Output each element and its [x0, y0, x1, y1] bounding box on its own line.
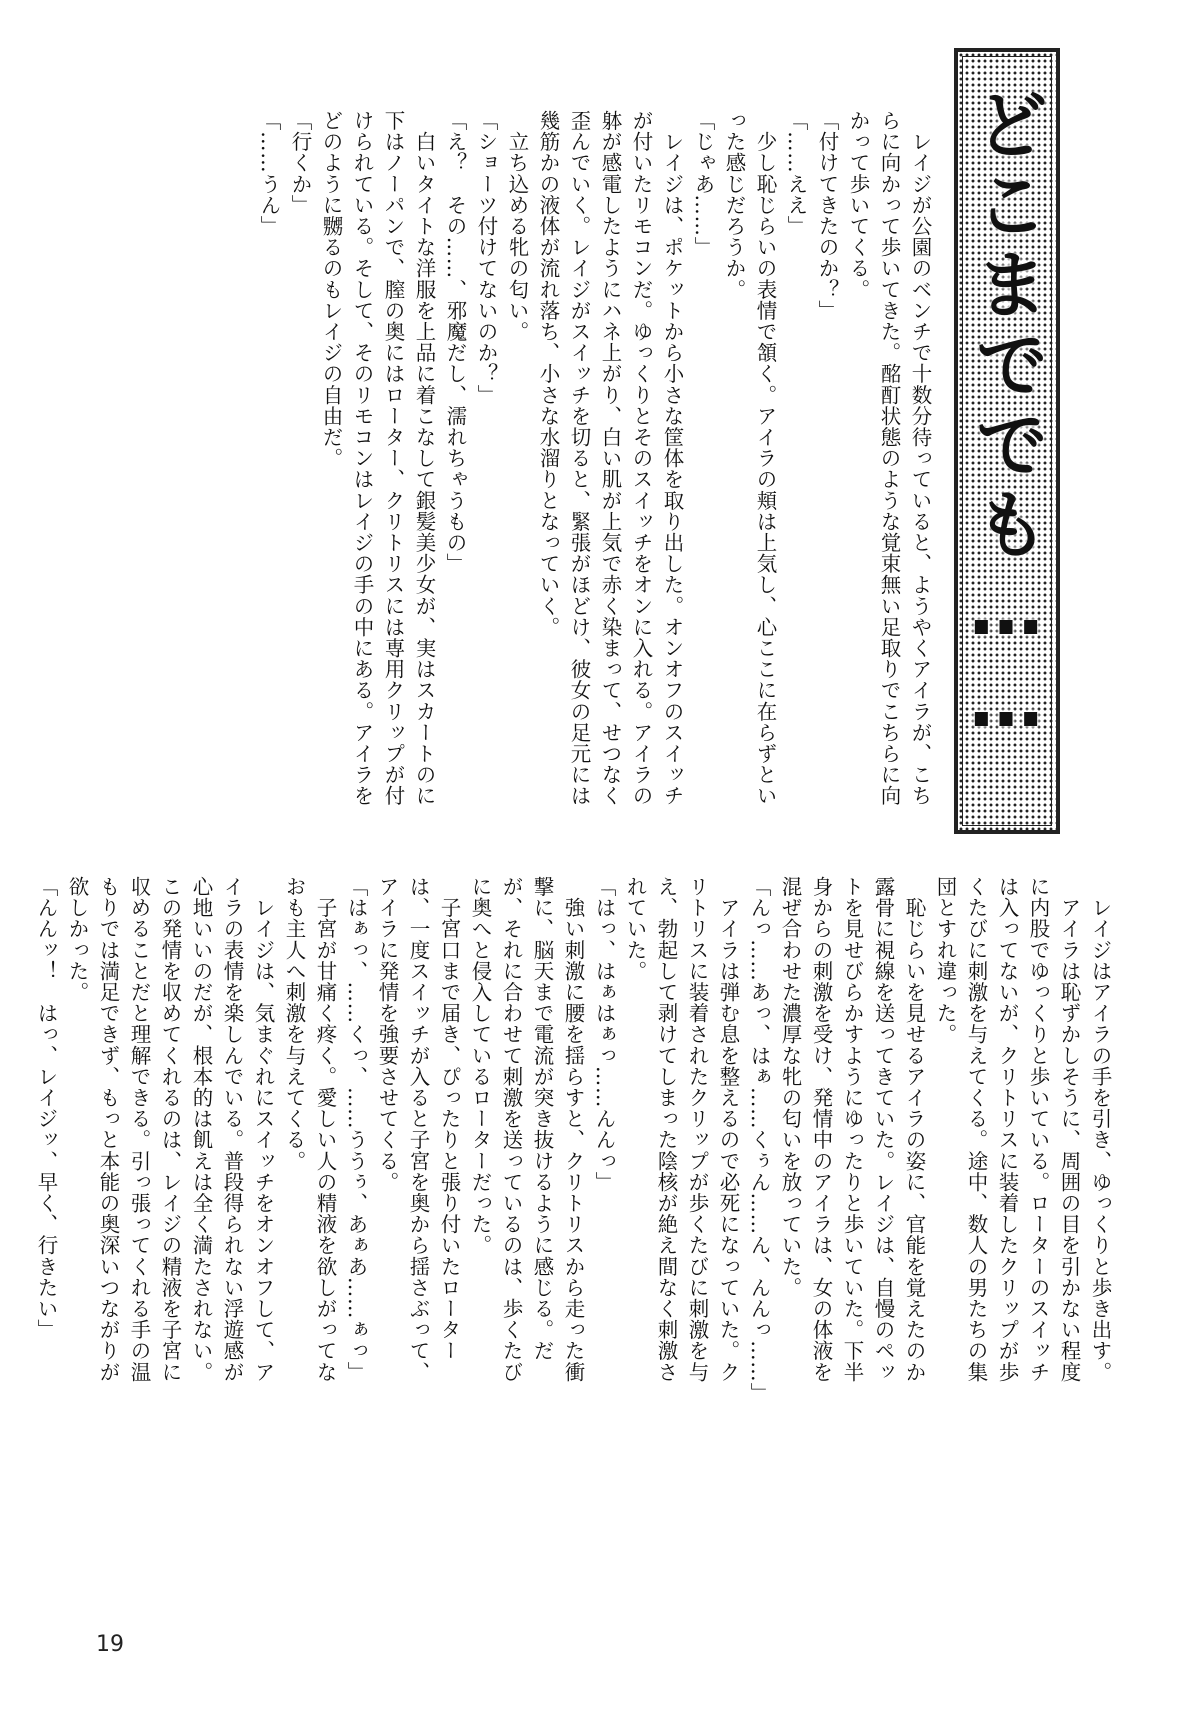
paragraph: 「ショーツ付けてないのか？」 [474, 110, 498, 406]
paragraph: 少し恥じらいの表情で頷く。アイラの頬は上気し、心ここに在らずといった感じだろうか。 [722, 110, 777, 807]
paragraph: 恥じらいを見せるアイラの姿に、官能を覚えたのか露骨に視線を送ってきていた。レイジは、自慢のペットを見せびらかすようにゆったりと歩いていた。下半身からの刺激を受け、発情中のアイラは、女の体液を混ぜ合わせた濃厚な牝の匂いを放っていた。 [778, 876, 926, 1383]
title-box [954, 48, 1060, 834]
paragraph: 子宮が甘痛く疼く。愛しい人の精液を欲しがってなおも主人へ刺激を与えてくる。 [282, 876, 337, 1383]
paragraph: 子宮口まで届き、ぴったりと張り付いたローターは、一度スイッチが入ると子宮を奥から揺さぶって、アイラに発情を強要させてくる。 [375, 876, 461, 1383]
chapter-title: どこまででも…… [963, 86, 1049, 750]
paragraph: レイジが公園のベンチで十数分待っていると、ようやくアイラが、こちらに向かって歩いてきた。酩酊状態のような覚束無い足取りでこちらに向かって歩いてくる。 [846, 110, 932, 807]
paragraph: 「んっ……あっ、はぁ……くぅん……ん、んんっ……」 [747, 876, 771, 1404]
upper-text-block [95, 110, 935, 822]
paragraph: レイジはアイラの手を引き、ゆっくりと歩き出す。 [1088, 876, 1112, 1383]
paragraph: アイラは弾む息を整えるので必死になっていた。クリトリスに装着されたクリップが歩くたびに刺激を与え、勃起して剥けてしまった陰核が絶え間なく刺激されていた。 [623, 876, 740, 1383]
paragraph: 白いタイトな洋服を上品に着こなして銀髪美少女が、実はスカートのに下はノーパンで、膣の奥にはローター、クリトリスには専用クリップが付けられている。そして、そのリモコンはレイジの手の中にある。アイラをどのように嬲るのもレイジの自由だ。 [319, 110, 436, 807]
paragraph: 「……ええ」 [784, 110, 808, 237]
paragraph: レイジは、ポケットから小さな筐体を取り出した。オンオフのスイッチが付いたリモコンだ。ゆっくりとそのスイッチをオンに入れる。アイラの躰が感電したようにハネ上がり、白い肌が上気で赤く染まって、せつなく歪んでいく。レイジがスイッチを切ると、緊張がほどけ、彼女の足元には幾筋かの液体が流れ落ち、小さな水溜りとなっていく。 [536, 110, 684, 807]
paragraph: 「んんッ！ はっ、レイジッ、早く、行きたい」 [34, 876, 58, 1341]
paragraph: 「はっ、はぁはぁっ……んんっ」 [592, 876, 616, 1193]
paragraph: 「じゃあ……」 [691, 110, 715, 258]
lower-text-block [34, 876, 1115, 1404]
page-number: 19 [96, 1632, 124, 1657]
paragraph: 「はぁっ、……くっ、……ううぅ、あぁあ……ぁっ」 [344, 876, 368, 1383]
paragraph: 「行くか」 [288, 110, 312, 216]
paragraph: アイラは恥ずかしそうに、周囲の目を引かない程度に内股でゆっくりと歩いている。ローターのスイッチは入ってないが、クリトリスに装着したクリップが歩くたびに刺激を与えてくる。途中、数人の男たちの集団とすれ違った。 [933, 876, 1081, 1383]
paragraph: レイジは、気まぐれにスイッチをオンオフして、アイラの表情を楽しんでいる。普段得られない浮遊感が心地いいのだが、根本的は飢えは全く満たされない。この発情を収めてくれるのは、レイジの精液を子宮に収めることだと理解できる。引っ張ってくれる手の温もりでは満足できず、もっと本能の奥深いつながりが欲しかった。 [65, 876, 275, 1383]
paragraph: 「付けてきたのか？」 [815, 110, 839, 321]
paragraph: 「……うん」 [257, 110, 281, 237]
paragraph: 立ち込める牝の匂い。 [505, 110, 529, 343]
paragraph: 強い刺激に腰を揺らすと、クリトリスから走った衝撃に、脳天まで電流が突き抜けるように感じる。だが、それに合わせて刺激を送っているのは、歩くたびに奥へと侵入しているローターだった。 [468, 876, 585, 1383]
paragraph: 「え？ その……、邪魔だし、濡れちゃうもの」 [443, 110, 467, 575]
